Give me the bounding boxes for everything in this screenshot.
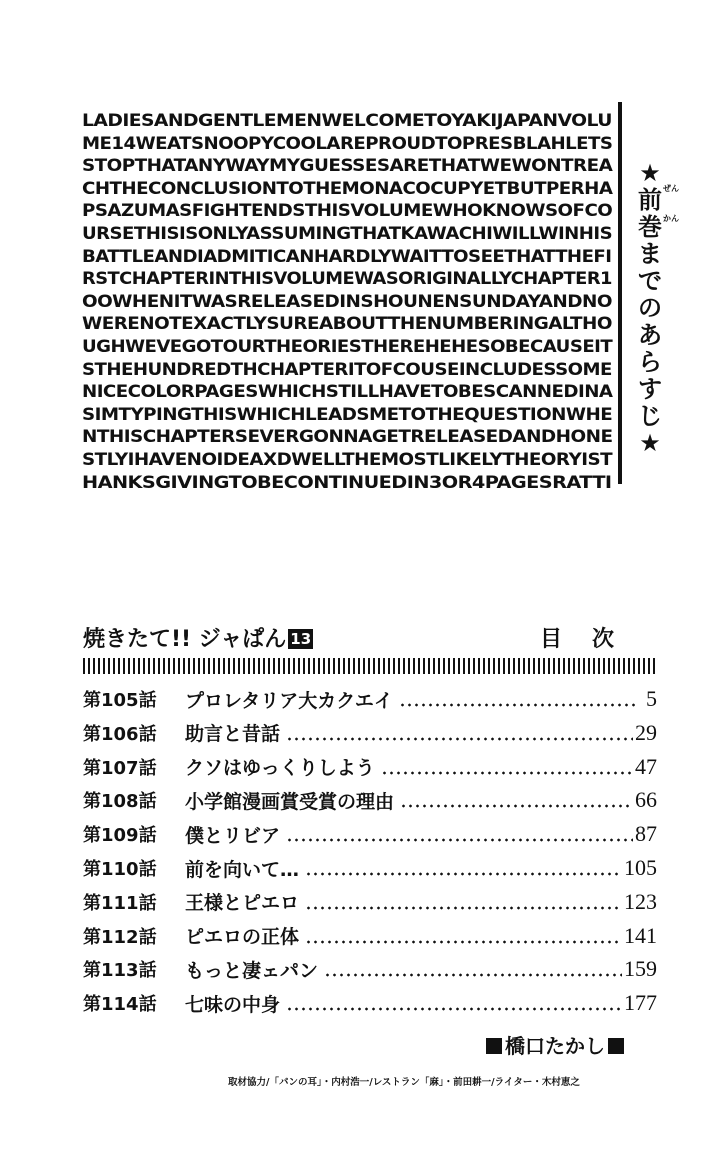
tick-divider [83, 658, 655, 674]
chapter-page: 87 [635, 821, 657, 847]
heading-char: じ [638, 402, 662, 430]
chapter-row [83, 718, 657, 748]
summary-line: CHTHECONCLUSIONTOTHEMONACOCUPYETBUTPERHA [82, 178, 613, 199]
summary-line: RSTCHAPTERINTHISVOLUMEWASORIGINALLYCHAPTER1 [82, 269, 612, 290]
heading-char: で [638, 267, 662, 295]
chapter-number: 第114話 [83, 994, 157, 1016]
summary-line: UGHWEVEGOTOURTHEORIESTHEREHEHESOBECAUSEIT [82, 337, 613, 357]
chapter-row [83, 853, 657, 883]
ruby-kan: かん [663, 214, 679, 223]
summary-line: SIMTYPINGTHISWHICHLEADSMETOTHEQUESTIONWHE [82, 404, 613, 425]
summary-line: STLYIHAVENOIDEAXDWELLTHEMOSTLIKELYTHEORYIST [82, 450, 613, 470]
chapter-page: 29 [635, 719, 657, 745]
chapter-number: 第111話 [83, 892, 157, 914]
summary-line: WERENOTEXACTLYSUREABOUTTHENUMBERINGALTHO [82, 314, 612, 335]
summary-line: ME14WEATSNOOPYCOOLAREPROUDTOPRESBLAHLETS [82, 133, 613, 154]
credits-line: 取材協力/「パンの耳」・内村浩一/レストラン「麻」・前田耕一/ライター・木村恵之 [228, 1077, 580, 1088]
summary-line: STOPTHATANYWAYMYGUESSESARETHATWEWONTREA [82, 156, 613, 177]
chapter-title: もっと凄ェパン [185, 959, 319, 982]
leader-dots [305, 940, 622, 944]
chapter-page: 123 [624, 888, 657, 914]
series-title [83, 622, 313, 653]
heading-char: 前 [638, 186, 662, 214]
chapter-row [83, 887, 657, 917]
leader-dots [324, 973, 622, 977]
chapter-number: 第113話 [83, 960, 157, 982]
chapter-row [83, 954, 657, 984]
chapter-row [83, 819, 657, 849]
volume-badge: 13 [290, 630, 312, 648]
series-title-text: 焼きたて!! ジャぱん [83, 627, 287, 652]
summary-line: PSAZUMASFIGHTENDSTHISVOLUMEWHOKNOWSOFCO [82, 201, 613, 222]
summary-line: NICECOLORPAGESWHICHSTILLHAVETOBESCANNEDINA [82, 382, 613, 403]
chapter-page: 105 [624, 855, 657, 880]
author-name [483, 1030, 627, 1059]
chapter-page: 5 [646, 686, 657, 711]
leader-dots [381, 771, 633, 775]
chapter-number: 第112話 [83, 926, 157, 948]
chapter-row [83, 752, 657, 782]
chapter-title: 前を向いて… [185, 858, 300, 881]
chapter-number: 第106話 [83, 723, 157, 745]
chapter-title: 王様とピエロ [185, 892, 300, 915]
contents-label: 目次 [540, 627, 645, 652]
leader-dots [286, 838, 633, 842]
chapter-page: 66 [635, 787, 657, 813]
summary-line: BATTLEANDIADMITICANHARDLYWAITTOSEETHATTHEFI [82, 246, 612, 267]
chapter-title: プロレタリア大カクエイ [185, 689, 393, 712]
heading-char: あ [638, 321, 662, 349]
summary-line: NTHISCHAPTERSEVERGONNAGETRELEASEDANDHONE [82, 427, 613, 448]
summary-line: URSETHISISONLYASSUMINGTHATKAWACHIWILLWINHIS [82, 224, 613, 244]
summary-heading [632, 160, 668, 457]
chapter-number: 第109話 [83, 825, 157, 847]
chapter-page: 177 [624, 990, 657, 1016]
chapter-number: 第105話 [83, 690, 157, 711]
chapter-page: 159 [624, 956, 657, 982]
chapter-number: 第107話 [83, 757, 157, 779]
heading-char: ら [638, 348, 662, 376]
square-mark-left [486, 1038, 502, 1054]
summary-line: STHEHUNDREDTHCHAPTERITOFCOUSEINCLUDESSOME [82, 359, 612, 380]
summary-divider [618, 102, 622, 484]
chapter-title: 助言と昔話 [185, 723, 281, 746]
ruby-ze: ぜん [663, 184, 679, 193]
heading-char: す [638, 375, 662, 403]
chapter-number: 第108話 [83, 791, 157, 813]
chapter-row [83, 921, 657, 951]
summary-line: LADIESANDGENTLEMENWELCOMETOYAKIJAPANVOLU [82, 111, 612, 131]
leader-dots [286, 737, 633, 741]
square-mark-right [608, 1038, 624, 1054]
chapter-title: 七味の中身 [185, 993, 281, 1016]
heading-char: ま [638, 240, 662, 268]
leader-dots [305, 906, 622, 910]
leader-dots [286, 1007, 622, 1011]
chapter-row [83, 684, 657, 714]
chapter-title: 小学館漫画賞受賞の理由 [185, 790, 395, 813]
chapter-title: ピエロの正体 [185, 926, 300, 949]
chapter-title: 僕とリビア [185, 824, 281, 847]
heading-char: ★ [639, 429, 661, 457]
summary-line: HANKSGIVINGTOBECONTINUEDIN3OR4PAGESRATTI [82, 472, 612, 493]
summary-line: OOWHENITWASRELEASEDINSHOUNENSUNDAYANDNO [82, 291, 612, 312]
summary-text-block [82, 108, 612, 493]
leader-dots [305, 872, 622, 876]
heading-char: ★ [639, 159, 661, 187]
leader-dots [400, 804, 633, 808]
chapter-number: 第110話 [83, 859, 157, 880]
heading-char: の [638, 294, 662, 322]
leader-dots [399, 703, 639, 707]
chapter-page: 47 [635, 753, 657, 779]
chapter-row [83, 988, 657, 1018]
chapter-row [83, 785, 657, 815]
chapter-page: 141 [624, 922, 657, 948]
heading-char: 巻 [638, 213, 662, 241]
chapter-title: クソはゆっくりしよう [185, 757, 375, 780]
author-text: 橋口たかし [505, 1034, 605, 1058]
